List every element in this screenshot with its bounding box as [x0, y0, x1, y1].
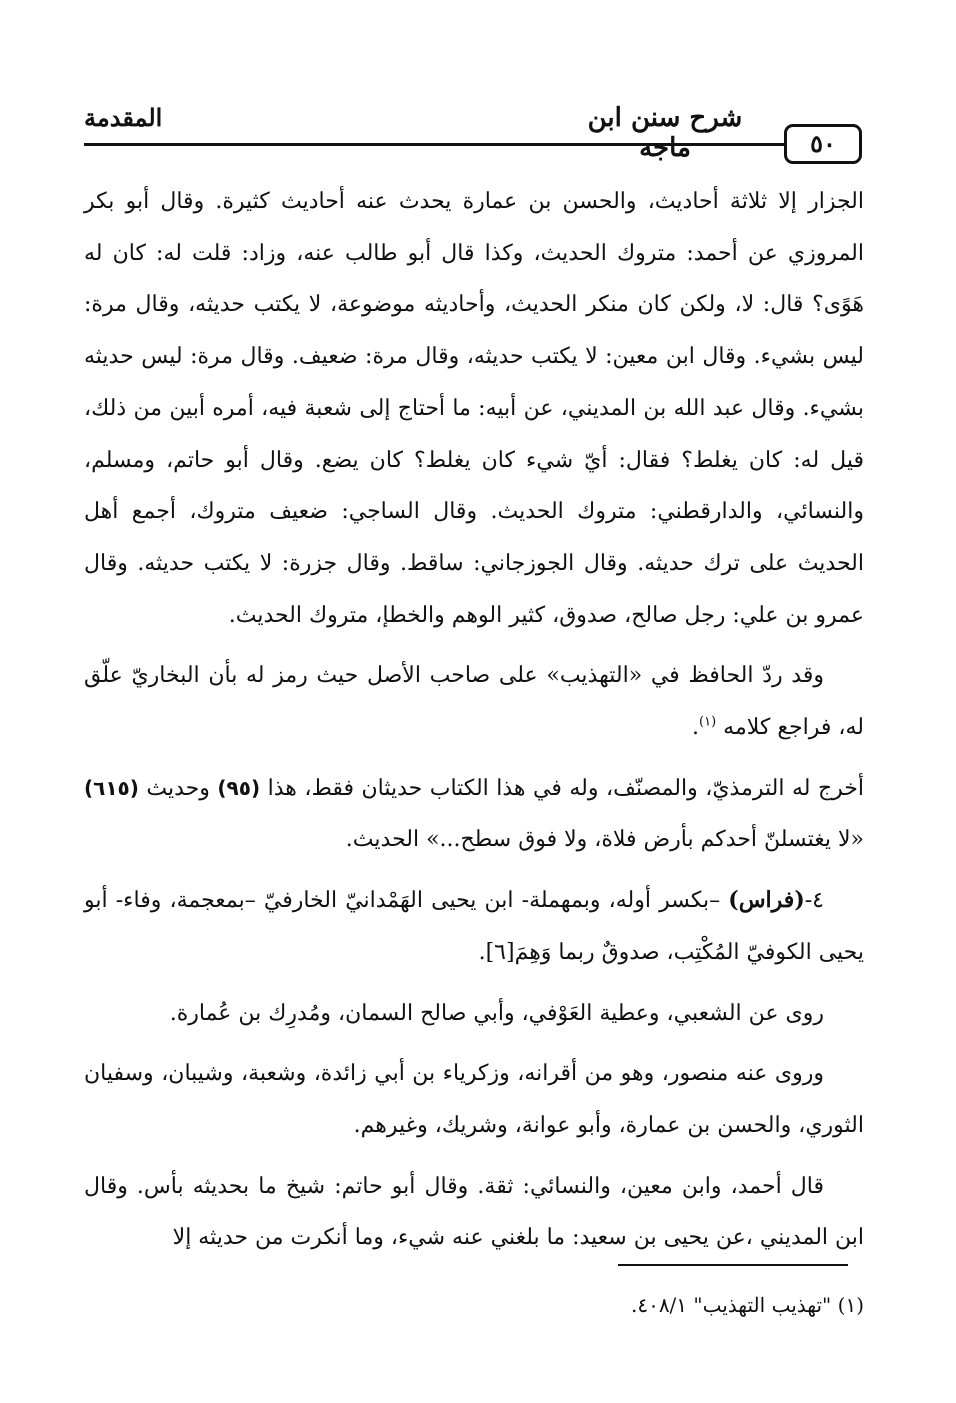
paragraph-4	[84, 875, 864, 978]
footnote	[84, 1288, 864, 1322]
paragraph-3	[84, 763, 864, 866]
hadith-number-2: (٦١٥)	[84, 775, 139, 800]
page-number-box	[784, 124, 862, 164]
paragraph-2-text: وقد ردّ الحافظ في «التهذيب» على صاحب الأصل حيث رمز له بأن البخاريّ علّق له، فراجع كلامه	[84, 663, 864, 741]
footnote-marker: (١)	[837, 1293, 864, 1317]
narrator-index: ٤-	[804, 888, 824, 914]
footnote-rule	[618, 1264, 848, 1266]
paragraph-3-part-b: وحديث	[146, 775, 210, 801]
paragraph-3-part-a: أخرج له الترمذيّ، والمصنّف، وله في هذا الكتاب حديثان فقط، هذا	[267, 775, 864, 801]
page-number: ٥٠	[810, 129, 836, 158]
paragraph-2-end: .	[692, 715, 700, 741]
footnote-reference: (١)	[699, 714, 717, 730]
paragraph-7: قال أحمد، وابن معين، والنسائي: ثقة. وقال أبو حاتم: شيخ ما بحديثه بأس. وقال ابن المديني ،عن يحيى بن سعيد: ما بلغني عنه شيء، وما أنكرت من حديثه إلا	[84, 1173, 864, 1251]
section-title: المقدمة	[84, 103, 163, 132]
paragraph-6: وروى عنه منصور، وهو من أقرانه، وزكرياء بن أبي زائدة، وشعبة، وشيبان، وسفيان الثوري، والحسن بن عمارة، وأبو عوانة، وشريك، وغيرهم.	[84, 1061, 864, 1138]
hadith-number-1: (٩٥)	[217, 775, 261, 800]
header-rule	[84, 143, 784, 146]
footnote-text: "تهذيب التهذيب" ٤٠٨/١.	[630, 1293, 832, 1317]
book-title: شرح سنن ابن ماجه	[587, 103, 743, 163]
paragraph-2	[84, 650, 864, 753]
main-text	[84, 176, 864, 1264]
paragraph-4-text: –بكسر أوله، وبمهملة- ابن يحيى الهَمْدانيّ الخارفيّ –بمعجمة، وفاء- أبو يحيى الكوفيّ المُكْتِب، صدوقٌ ربما وَهِمَ[٦].	[84, 888, 864, 965]
paragraph-5: روى عن الشعبي، وعطية العَوْفي، وأبي صالح السمان، ومُدرِك بن عُمارة.	[169, 1000, 824, 1026]
narrator-name: (فراس)	[728, 887, 805, 914]
paragraph-3-part-c: «لا يغتسلنّ أحدكم بأرض فلاة، ولا فوق سطح...» الحديث.	[345, 827, 864, 853]
paragraph-1: الجزار إلا ثلاثة أحاديث، والحسن بن عمارة يحدث عنه أحاديث كثيرة. وقال أبو بكر المروزي عن أحمد: متروك الحديث، وكذا قال أبو طالب عنه، وزاد: قلت له: كان له هَوًى؟ قال: لا، ولكن كان منكر الحديث، وأحاديثه موضوعة، لا يكتب حديثه، وقال مرة: ليس بشيء. وقال ابن معين: لا يكتب حديثه، وقال مرة: ضعيف. وقال مرة: ليس حديثه بشيء. وقال عبد الله بن المديني، عن أبيه: ما أحتاج إلى شعبة فيه، أمره أبين من ذلك، قيل له: كان يغلط؟ فقال: أيّ شيء كان يغلط؟ كان يضع. وقال أبو حاتم، ومسلم، والنسائي، والدارقطني: متروك الحديث. وقال الساجي: ضعيف متروك، أجمع أهل الحديث على ترك حديثه. وقال الجوزجاني: ساقط. وقال جزرة: لا يكتب حديثه. وقال عمرو بن علي: رجل صالح، صدوق، كثير الوهم والخطإ، متروك الحديث.	[84, 189, 864, 628]
